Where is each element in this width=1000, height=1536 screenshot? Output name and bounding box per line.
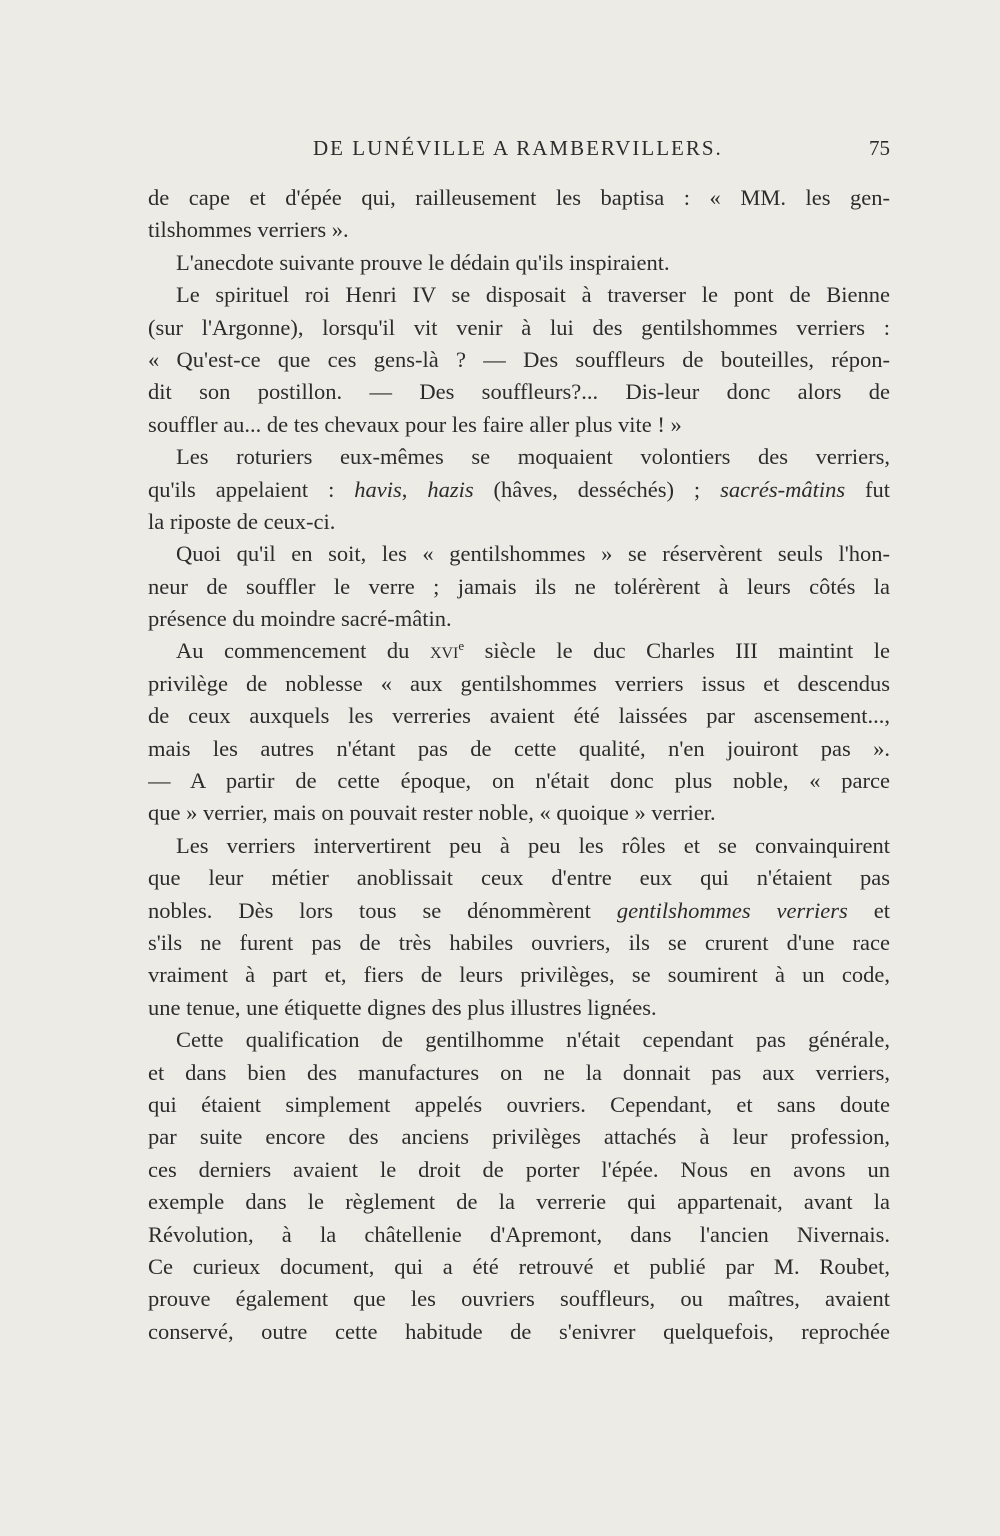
- text-line: souffler au... de tes chevaux pour les faire aller plus vite ! »: [148, 411, 682, 437]
- text-line: de ceux auxquels les verreries avaient été laissées par ascensement...,: [148, 703, 890, 729]
- text-line: dit son postillon. — Des souffleurs?... Dis-leur donc alors de: [148, 379, 890, 405]
- text-line: tilshommes verriers ».: [148, 217, 349, 243]
- text-line: [148, 474, 890, 506]
- text-run: ,: [401, 476, 428, 502]
- text-line: « Qu'est-ce que ces gens-là ? — Des souffleurs de bouteilles, répon-: [148, 346, 890, 372]
- text-line: et dans bien des manufactures on ne la donnait pas aux verriers,: [148, 1059, 890, 1085]
- text-line: [148, 635, 890, 667]
- text-line: Les verriers intervertirent peu à peu les rôles et se convainquirent: [176, 832, 890, 858]
- text-run: Au commencement du: [176, 638, 430, 664]
- text-line: Quoi qu'il en soit, les « gentilshommes » se réservèrent seuls l'hon-: [176, 541, 890, 567]
- text-run: (hâves, desséchés) ;: [473, 476, 721, 502]
- superscript: e: [458, 638, 465, 654]
- century-numeral: xvi: [429, 638, 459, 664]
- text-run: nobles. Dès lors tous se dénommèrent: [148, 897, 617, 923]
- page-header: [148, 136, 890, 170]
- text-line: conservé, outre cette habitude de s'enivrer quelquefois, reprochée: [148, 1318, 890, 1344]
- text-line: — A partir de cette époque, on n'était donc plus noble, « parce: [148, 768, 890, 794]
- text-line: exemple dans le règlement de la verrerie qui appartenait, avant la: [148, 1189, 890, 1215]
- page-number: 75: [869, 136, 890, 160]
- text-line: une tenue, une étiquette dignes des plus illustres lignées.: [148, 994, 657, 1020]
- text-line: que leur métier anoblissait ceux d'entre eux qui n'étaient pas: [148, 865, 890, 891]
- text-line: prouve également que les ouvriers souffleurs, ou maîtres, avaient: [148, 1286, 890, 1312]
- text-line: mais les autres n'étant pas de cette qualité, n'en jouiront pas ».: [148, 735, 890, 761]
- text-line: privilège de noblesse « aux gentilshommes verriers issus et descendus: [148, 670, 890, 696]
- text-line: vraiment à part et, fiers de leurs privilèges, se soumirent à un code,: [148, 962, 890, 988]
- text-line: la riposte de ceux-ci.: [148, 508, 336, 534]
- text-line: par suite encore des anciens privilèges attachés à leur profession,: [148, 1124, 890, 1150]
- text-line: Le spirituel roi Henri IV se disposait à traverser le pont de Bienne: [176, 282, 890, 308]
- text-run: qu'ils appelaient :: [148, 476, 355, 502]
- italic-term: hazis: [427, 476, 474, 502]
- text-line: s'ils ne furent pas de très habiles ouvriers, ils se crurent d'une race: [148, 929, 890, 955]
- text-line: de cape et d'épée qui, railleusement les baptisa : « MM. les gen-: [148, 185, 890, 210]
- text-line: que » verrier, mais on pouvait rester noble, « quoique » verrier.: [148, 800, 716, 826]
- text-run: et: [847, 897, 890, 923]
- text-run: siècle le duc Charles III maintint le: [464, 638, 890, 664]
- text-line: neur de souffler le verre ; jamais ils ne tolérèrent à leurs côtés la: [148, 573, 890, 599]
- text-line: (sur l'Argonne), lorsqu'il vit venir à lui des gentilshommes verriers :: [148, 314, 890, 340]
- text-line: Ce curieux document, qui a été retrouvé et publié par M. Roubet,: [148, 1253, 890, 1279]
- text-line: Cette qualification de gentilhomme n'était cependant pas générale,: [176, 1027, 890, 1053]
- body-text: [148, 182, 890, 1348]
- text-line: Les roturiers eux-mêmes se moquaient volontiers des verriers,: [176, 444, 890, 470]
- text-line: Révolution, à la châtellenie d'Apremont, dans l'ancien Nivernais.: [148, 1221, 890, 1247]
- italic-term: gentilshommes verriers: [616, 897, 848, 923]
- text-line: qui étaient simplement appelés ouvriers. Cependant, et sans doute: [148, 1091, 890, 1117]
- italic-term: havis: [354, 476, 402, 502]
- text-line: [148, 895, 890, 927]
- text-line: présence du moindre sacré-mâtin.: [148, 606, 452, 632]
- running-title: DE LUNÉVILLE A RAMBERVILLERS.: [313, 136, 723, 160]
- text-line: ces derniers avaient le droit de porter l'épée. Nous en avons un: [148, 1156, 890, 1182]
- italic-term: sacrés-mâtins: [720, 476, 846, 502]
- text-line: L'anecdote suivante prouve le dédain qu'ils inspiraient.: [176, 249, 670, 275]
- text-run: fut: [845, 476, 890, 502]
